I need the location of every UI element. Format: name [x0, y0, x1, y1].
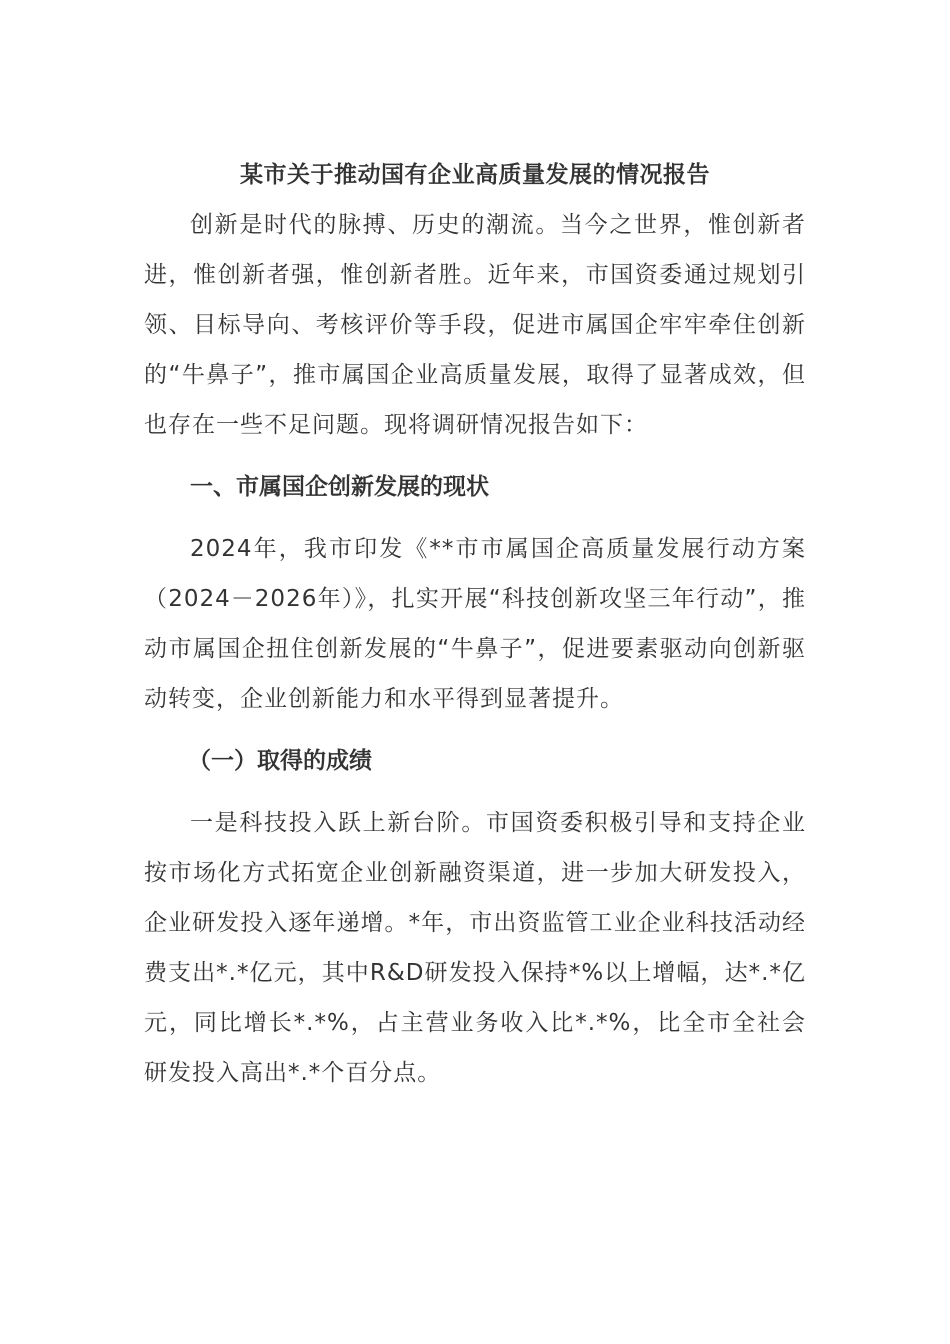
section-paragraph: 2024年，我市印发《**市市属国企高质量发展行动方案（2024－2026年）》，扎实开展“科技创新攻坚三年行动”，推动市属国企扭住创新发展的“牛鼻子”，促进要素驱动向创新驱动转变，企业创新能力和水平得到显著提升。: [144, 536, 806, 712]
intro-paragraph: 创新是时代的脉搏、历史的潮流。当今之世界，惟创新者进，惟创新者强，惟创新者胜。近年来，市国资委通过规划引领、目标导向、考核评价等手段，促进市属国企牢牢牵住创新的“牛鼻子”，推市属国企业高质量发展，取得了显著成效，但也存在一些不足问题。现将调研情况报告如下：: [144, 212, 806, 438]
subsection-heading: （一）取得的成绩: [188, 748, 372, 774]
document-title: 某市关于推动国有企业高质量发展的情况报告: [240, 162, 710, 188]
section-heading: 一、市属国企创新发展的现状: [190, 474, 489, 500]
document-page: [144, 150, 806, 1098]
subsection-paragraph: 一是科技投入跃上新台阶。市国资委积极引导和支持企业按市场化方式拓宽企业创新融资渠道，进一步加大研发投入，企业研发投入逐年递增。*年，市出资监管工业企业科技活动经费支出*.*亿元，其中R&D研发投入保持*%以上增幅，达*.*亿元，同比增长*.*%，占主营业务收入比*.*%，比全市全社会研发投入高出*.*个百分点。: [144, 810, 806, 1086]
